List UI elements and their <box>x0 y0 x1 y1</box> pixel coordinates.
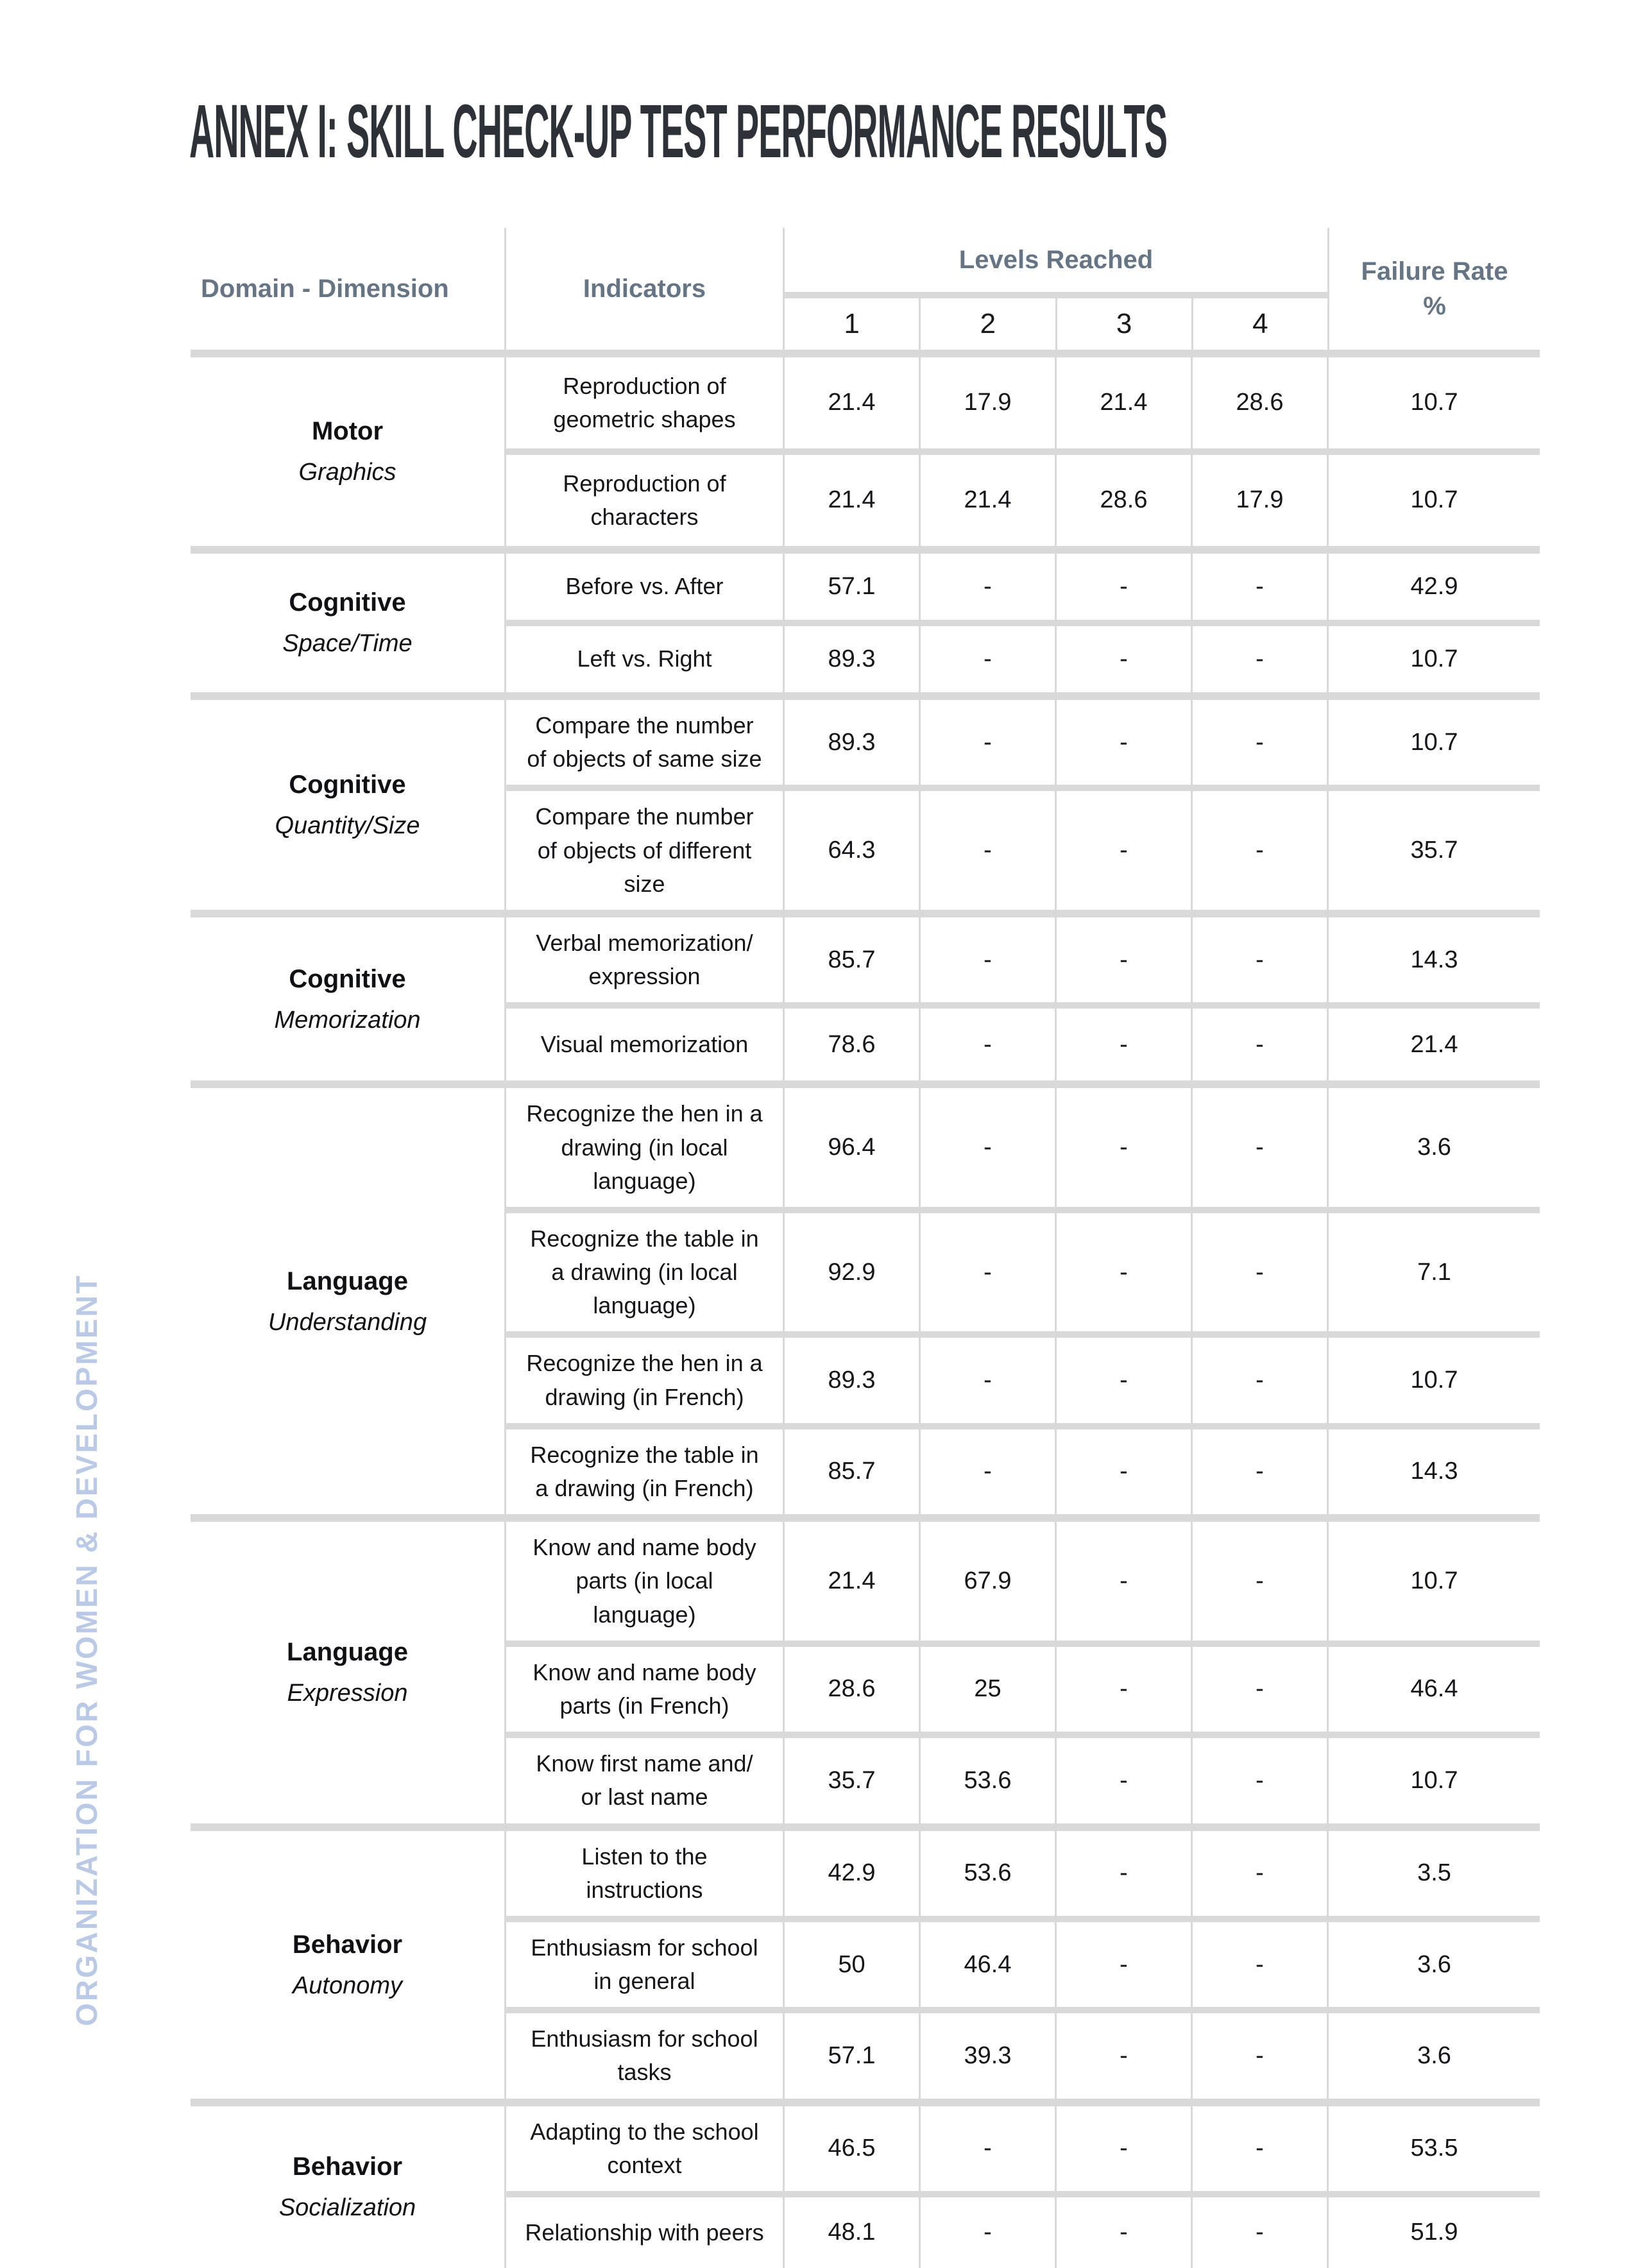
level-4-cell: - <box>1191 1522 1327 1641</box>
level-1-cell: 78.6 <box>783 1009 919 1080</box>
level-1-cell: 57.1 <box>783 2013 919 2098</box>
table-header <box>191 228 1540 350</box>
failure-rate-cell: 51.9 <box>1327 2197 1540 2268</box>
indicator-cell: Adapting to the school context <box>530 2118 759 2178</box>
level-4-cell: - <box>1191 1922 1327 2007</box>
indicator-cell: Enthusiasm for school in general <box>531 1934 758 1995</box>
table-row <box>506 2106 1540 2191</box>
level-2-cell: - <box>919 1213 1055 1332</box>
level-4-cell: - <box>1191 917 1327 1002</box>
level-2-cell: 25 <box>919 1647 1055 1732</box>
domain-name: Cognitive <box>289 770 406 799</box>
domain-dimension: Quantity/Size <box>275 812 420 839</box>
domain-name: Behavior <box>292 2153 403 2181</box>
failure-rate-cell: 10.7 <box>1327 700 1540 785</box>
level-1-cell: 89.3 <box>783 626 919 692</box>
indicator-cell: Compare the number of objects of same size <box>527 712 762 772</box>
level-3-cell: - <box>1055 700 1191 785</box>
level-1-cell: 21.4 <box>783 1522 919 1641</box>
domain-cell <box>191 357 504 546</box>
level-3-cell: 28.6 <box>1055 455 1191 546</box>
table-group-cognitive-space-time <box>191 546 1540 692</box>
domain-dimension: Understanding <box>268 1308 427 1336</box>
table-row <box>506 1002 1540 1080</box>
level-4-cell: - <box>1191 1738 1327 1823</box>
table-row <box>506 1207 1540 1332</box>
header-level-4: 4 <box>1191 298 1327 350</box>
level-4-cell: - <box>1191 626 1327 692</box>
level-1-cell: 21.4 <box>783 357 919 448</box>
failure-rate-cell: 10.7 <box>1327 1738 1540 1823</box>
indicator-cell: Compare the number of objects of different size <box>535 803 754 897</box>
indicator-cell: Know and name body parts (in French) <box>533 1658 756 1719</box>
domain-name: Language <box>287 1638 408 1667</box>
level-3-cell: - <box>1055 791 1191 910</box>
failure-rate-cell: 10.7 <box>1327 1338 1540 1422</box>
failure-rate-cell: 3.6 <box>1327 2013 1540 2098</box>
level-1-cell: 85.7 <box>783 917 919 1002</box>
level-1-cell: 21.4 <box>783 455 919 546</box>
indicator-rows <box>504 2106 1540 2268</box>
table-row <box>506 785 1540 910</box>
table-group-language-understanding <box>191 1080 1540 1514</box>
level-3-cell: - <box>1055 1429 1191 1514</box>
level-4-cell: - <box>1191 1009 1327 1080</box>
level-4-cell: - <box>1191 1831 1327 1916</box>
failure-rate-cell: 14.3 <box>1327 1429 1540 1514</box>
table-row <box>506 554 1540 620</box>
table-row <box>506 448 1540 546</box>
indicator-cell: Before vs. After <box>565 573 724 600</box>
failure-rate-cell: 46.4 <box>1327 1647 1540 1732</box>
indicator-cell: Relationship with peers <box>525 2219 764 2246</box>
header-failure-rate <box>1327 228 1540 350</box>
domain-cell <box>191 917 504 1080</box>
header-level-2: 2 <box>919 298 1055 350</box>
table-group-motor-graphics <box>191 350 1540 546</box>
level-3-cell: - <box>1055 1522 1191 1641</box>
header-domain-dimension: Domain - Dimension <box>201 275 449 303</box>
table-group-language-expression <box>191 1514 1540 1823</box>
table-row <box>506 1331 1540 1422</box>
indicator-rows <box>504 357 1540 546</box>
domain-dimension: Memorization <box>274 1006 421 1034</box>
level-2-cell: - <box>919 700 1055 785</box>
level-2-cell: 46.4 <box>919 1922 1055 2007</box>
level-3-cell: - <box>1055 1009 1191 1080</box>
level-2-cell: 67.9 <box>919 1522 1055 1641</box>
indicator-cell: Left vs. Right <box>577 645 712 672</box>
domain-cell <box>191 554 504 692</box>
level-1-cell: 50 <box>783 1922 919 2007</box>
level-2-cell: - <box>919 2106 1055 2191</box>
level-2-cell: - <box>919 554 1055 620</box>
level-4-cell: - <box>1191 554 1327 620</box>
indicator-cell: Visual memorization <box>540 1031 749 1058</box>
level-4-cell: - <box>1191 1088 1327 1207</box>
level-2-cell: - <box>919 1429 1055 1514</box>
indicator-rows <box>504 917 1540 1080</box>
level-3-cell: - <box>1055 1338 1191 1422</box>
failure-rate-cell: 10.7 <box>1327 1522 1540 1641</box>
level-3-cell: - <box>1055 626 1191 692</box>
table-group-cognitive-memorization <box>191 910 1540 1080</box>
failure-rate-cell: 14.3 <box>1327 917 1540 1002</box>
table-row <box>506 620 1540 692</box>
level-3-cell: 21.4 <box>1055 357 1191 448</box>
indicator-cell: Know and name body parts (in local language) <box>533 1534 756 1628</box>
domain-name: Language <box>287 1266 408 1295</box>
level-4-cell: 28.6 <box>1191 357 1327 448</box>
level-4-cell: - <box>1191 791 1327 910</box>
failure-rate-cell: 3.6 <box>1327 1922 1540 2007</box>
failure-rate-cell: 42.9 <box>1327 554 1540 620</box>
indicator-rows <box>504 1522 1540 1823</box>
header-failure-rate-unit: % <box>1423 292 1446 320</box>
domain-cell <box>191 1522 504 1823</box>
indicator-cell: Know first name and/ or last name <box>536 1750 753 1811</box>
page-title: ANNEX I: SKILL CHECK-UP TEST PERFORMANCE RESULTS <box>189 89 1168 174</box>
level-4-cell: - <box>1191 1647 1327 1732</box>
level-4-cell: - <box>1191 1429 1327 1514</box>
table-group-cognitive-quantity-size <box>191 692 1540 910</box>
level-2-cell: 21.4 <box>919 455 1055 546</box>
table-row <box>506 700 1540 785</box>
level-4-cell: - <box>1191 2197 1327 2268</box>
failure-rate-cell: 10.7 <box>1327 626 1540 692</box>
level-3-cell: - <box>1055 1831 1191 1916</box>
level-3-cell: - <box>1055 2106 1191 2191</box>
header-level-1: 1 <box>844 308 860 340</box>
domain-cell <box>191 700 504 910</box>
level-3-cell: - <box>1055 917 1191 1002</box>
failure-rate-cell: 21.4 <box>1327 1009 1540 1080</box>
level-1-cell: 46.5 <box>783 2106 919 2191</box>
table-row <box>506 1831 1540 1916</box>
domain-name: Motor <box>311 417 384 446</box>
level-2-cell: - <box>919 791 1055 910</box>
domain-dimension: Graphics <box>298 459 396 486</box>
indicator-cell: Recognize the hen in a drawing (in French) <box>526 1350 763 1410</box>
domain-name: Cognitive <box>289 588 406 617</box>
indicator-rows <box>504 1831 1540 2099</box>
domain-dimension: Space/Time <box>282 630 413 658</box>
level-1-cell: 28.6 <box>783 1647 919 1732</box>
level-2-cell: - <box>919 1009 1055 1080</box>
level-3-cell: - <box>1055 1088 1191 1207</box>
failure-rate-cell: 3.6 <box>1327 1088 1540 1207</box>
level-4-cell: - <box>1191 2106 1327 2191</box>
level-1-cell: 42.9 <box>783 1831 919 1916</box>
domain-cell <box>191 1831 504 2099</box>
level-1-cell: 35.7 <box>783 1738 919 1823</box>
indicator-cell: Reproduction of characters <box>563 470 726 530</box>
level-3-cell: - <box>1055 1647 1191 1732</box>
indicator-cell: Recognize the hen in a drawing (in local language) <box>526 1100 763 1194</box>
level-2-cell: 17.9 <box>919 357 1055 448</box>
failure-rate-cell: 35.7 <box>1327 791 1540 910</box>
domain-cell <box>191 1088 504 1514</box>
level-4-cell: - <box>1191 1213 1327 1332</box>
indicator-cell: Enthusiasm for school tasks <box>531 2025 758 2086</box>
table-row <box>506 917 1540 1002</box>
table-row <box>506 1916 1540 2007</box>
domain-dimension: Expression <box>287 1680 408 1707</box>
level-3-cell: - <box>1055 2197 1191 2268</box>
level-2-cell: 53.6 <box>919 1831 1055 1916</box>
sidebar-vertical-text: ORGANIZATION FOR WOMEN & DEVELOPMENT <box>70 1274 103 2026</box>
table-row <box>506 2007 1540 2098</box>
level-2-cell: - <box>919 1088 1055 1207</box>
domain-cell <box>191 2106 504 2268</box>
level-4-cell: 17.9 <box>1191 455 1327 546</box>
level-1-cell: 89.3 <box>783 700 919 785</box>
header-indicators: Indicators <box>504 228 783 350</box>
failure-rate-cell: 3.5 <box>1327 1831 1540 1916</box>
level-3-cell: - <box>1055 1922 1191 2007</box>
table-row <box>506 1641 1540 1732</box>
level-1-cell: 89.3 <box>783 1338 919 1422</box>
level-1-cell: 92.9 <box>783 1213 919 1332</box>
table-row <box>506 1088 1540 1207</box>
level-1-cell: 96.4 <box>783 1088 919 1207</box>
level-4-cell: - <box>1191 700 1327 785</box>
level-2-cell: 53.6 <box>919 1738 1055 1823</box>
level-4-cell: - <box>1191 1338 1327 1422</box>
indicator-cell: Reproduction of geometric shapes <box>553 372 736 432</box>
level-1-cell: 57.1 <box>783 554 919 620</box>
indicator-rows <box>504 700 1540 910</box>
level-1-cell: 85.7 <box>783 1429 919 1514</box>
indicator-cell: Verbal memorization/ expression <box>536 929 753 990</box>
table-row <box>506 1522 1540 1641</box>
domain-name: Cognitive <box>289 964 406 993</box>
indicator-cell: Listen to the instructions <box>581 1843 708 1903</box>
failure-rate-cell: 10.7 <box>1327 455 1540 546</box>
table-group-behavior-autonomy <box>191 1823 1540 2099</box>
failure-rate-cell: 53.5 <box>1327 2106 1540 2191</box>
table-row <box>506 357 1540 448</box>
domain-dimension: Socialization <box>278 2194 416 2222</box>
indicator-rows <box>504 554 1540 692</box>
level-2-cell: - <box>919 2197 1055 2268</box>
indicator-cell: Recognize the table in a drawing (in French) <box>530 1441 759 1501</box>
header-level-3: 3 <box>1055 298 1191 350</box>
header-failure-rate-label: Failure Rate <box>1361 257 1508 286</box>
level-1-cell: 64.3 <box>783 791 919 910</box>
header-levels-reached: Levels Reached <box>785 228 1327 298</box>
header-levels-group <box>783 228 1327 350</box>
level-3-cell: - <box>1055 554 1191 620</box>
level-4-cell: - <box>1191 2013 1327 2098</box>
level-2-cell: - <box>919 917 1055 1002</box>
level-3-cell: - <box>1055 1213 1191 1332</box>
failure-rate-cell: 10.7 <box>1327 357 1540 448</box>
domain-dimension: Autonomy <box>292 1972 403 1999</box>
table-row <box>506 1732 1540 1823</box>
level-1-cell: 48.1 <box>783 2197 919 2268</box>
indicator-rows <box>504 1088 1540 1514</box>
level-3-cell: - <box>1055 1738 1191 1823</box>
indicator-cell: Recognize the table in a drawing (in local language) <box>530 1225 759 1319</box>
table-row <box>506 1423 1540 1514</box>
domain-name: Behavior <box>292 1930 403 1959</box>
level-2-cell: - <box>919 626 1055 692</box>
failure-rate-cell: 7.1 <box>1327 1213 1540 1332</box>
level-3-cell: - <box>1055 2013 1191 2098</box>
results-table <box>191 228 1540 2268</box>
level-2-cell: - <box>919 1338 1055 1422</box>
table-row <box>506 2191 1540 2268</box>
table-group-behavior-socialization <box>191 2099 1540 2268</box>
header-level-numbers <box>785 298 1327 350</box>
level-2-cell: 39.3 <box>919 2013 1055 2098</box>
